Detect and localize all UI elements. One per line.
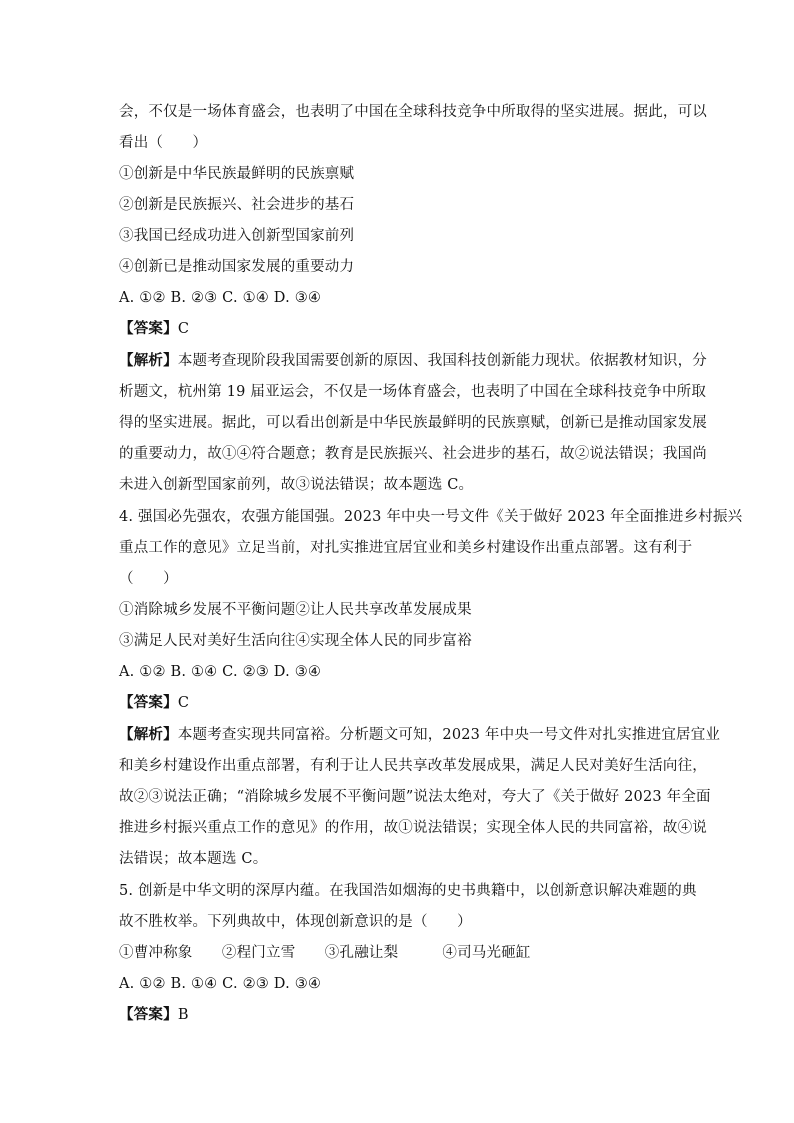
answer-label: 【答案】: [119, 1006, 178, 1023]
analysis-text: 本题考查现阶段我国需要创新的原因、我国科技创新能力现状。依据教材知识，分: [177, 353, 708, 369]
q4-stem: 4. 强国必先强农，农强方能国强。2023 年中央一号文件《关于做好 2023 年全面推进乡村振兴: [119, 509, 743, 525]
q4-options-b: ③满足人民对美好生活向往④实现全体人民的同步富裕: [119, 633, 472, 649]
q3-analysis-line: 析题文，杭州第 19 届亚运会，不仅是一场体育盛会，也表明了中国在全球科技竞争中所取: [119, 384, 707, 400]
analysis-text: 本题考查实现共同富裕。分析题文可知，2023 年中央一号文件对扎实推进宜居宜业: [177, 727, 721, 743]
answer-label: 【答案】: [119, 694, 178, 711]
q4-stem-line: 重点工作的意见》立足当前，对扎实推进宜居宜业和美乡村建设作出重点部署。这有利于: [119, 540, 693, 556]
q3-option-4: ④创新已是推动国家发展的重要动力: [119, 259, 355, 275]
q3-analysis-line: 的重要动力，故①④符合题意；教育是民族振兴、社会进步的基石，故②说法错误；我国尚: [119, 446, 707, 462]
q5-options: ①曹冲称象 ②程门立雪 ③孔融让梨 ④司马光砸缸: [119, 945, 531, 961]
q5-stem: 5. 创新是中华文明的深厚内蕴。在我国浩如烟海的史书典籍中，以创新意识解决难题的典: [119, 883, 697, 899]
q4-analysis: [119, 726, 721, 744]
q3-option-3: ③我国已经成功进入创新型国家前列: [119, 228, 355, 244]
q4-analysis-line: 推进乡村振兴重点工作的意见》的作用，故①说法错误；实现全体人民的共同富裕，故④说: [119, 820, 707, 836]
answer-value: C: [177, 321, 190, 337]
q3-stem-continued: 会，不仅是一场体育盛会，也表明了中国在全球科技竞争中所取得的坚实进展。据此，可以: [119, 104, 707, 120]
q3-analysis: [119, 352, 708, 370]
q3-stem-end: 看出（ ）: [119, 135, 208, 151]
q5-stem-line: 故不胜枚举。下列典故中，体现创新意识的是（ ）: [119, 914, 472, 930]
answer-label: 【答案】: [119, 320, 178, 337]
q4-answer: [119, 694, 679, 712]
q3-answer: [119, 320, 679, 338]
answer-value: B: [177, 1007, 189, 1023]
q3-option-2: ②创新是民族振兴、社会进步的基石: [119, 197, 355, 213]
q3-option-1: ①创新是中华民族最鲜明的民族禀赋: [119, 166, 355, 182]
answer-value: C: [177, 695, 190, 711]
q4-analysis-line: 法错误；故本题选 C。: [119, 851, 268, 867]
analysis-label: 【解析】: [119, 352, 178, 369]
q4-analysis-line: 和美乡村建设作出重点部署，有利于让人民共享改革发展成果，满足人民对美好生活向往，: [119, 758, 707, 774]
q4-choices: A. ①② B. ①④ C. ②③ D. ③④: [119, 664, 322, 680]
q5-answer: [119, 1006, 679, 1024]
q3-analysis-line: 得的坚实进展。据此，可以看出创新是中华民族最鲜明的民族禀赋，创新已是推动国家发展: [119, 415, 707, 431]
q3-analysis-line: 未进入创新型国家前列，故③说法错误；故本题选 C。: [119, 477, 474, 493]
q3-choices: A. ①② B. ②③ C. ①④ D. ③④: [119, 290, 322, 306]
q4-analysis-line: 故②③说法正确；“消除城乡发展不平衡问题”说法太绝对，夸大了《关于做好 2023 年全面: [119, 789, 711, 805]
q4-options-a: ①消除城乡发展不平衡问题②让人民共享改革发展成果: [119, 602, 472, 618]
q4-stem-end: （ ）: [119, 571, 178, 587]
analysis-label: 【解析】: [119, 726, 178, 743]
q5-choices: A. ①② B. ①④ C. ②③ D. ③④: [119, 976, 322, 992]
